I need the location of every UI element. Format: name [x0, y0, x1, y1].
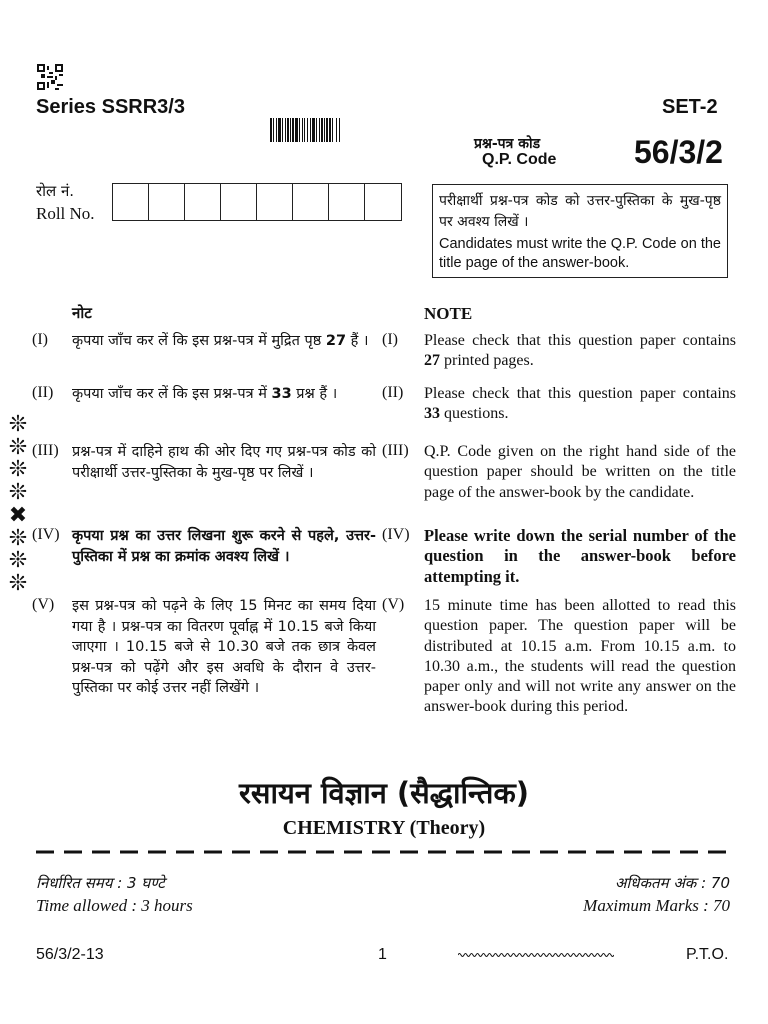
note-text: कृपया जाँच कर लें कि इस प्रश्न-पत्र में	[72, 386, 272, 402]
note-item-number-hindi: (I)	[32, 331, 48, 348]
note-text: printed pages.	[440, 352, 534, 370]
asterisk-icon: ❊	[8, 412, 28, 437]
note-item-number-hindi: (V)	[32, 596, 55, 613]
notice-text-hindi: परीक्षार्थी प्रश्न-पत्र कोड को उत्तर-पुस्तिका के मुख-पृष्ठ पर अवश्य लिखें ।	[439, 193, 721, 230]
note-item-number-english: (III)	[382, 442, 409, 459]
note-heading-english: NOTE	[424, 304, 473, 323]
roll-number-box[interactable]	[185, 184, 221, 220]
note-item-hindi: प्रश्न-पत्र में दाहिने हाथ की ओर दिए गए प्रश्न-पत्र कोड को परीक्षार्थी उत्तर-पुस्तिका के मुख-पृष्ठ पर लिखें ।	[72, 444, 376, 481]
note-emphasis: 33	[424, 405, 440, 423]
set-label: SET-2	[662, 96, 718, 118]
note-emphasis: 33	[271, 386, 292, 402]
roll-number-box[interactable]	[257, 184, 293, 220]
roll-number-box[interactable]	[149, 184, 185, 220]
roll-number-label-hindi: रोल नं.	[36, 182, 75, 200]
note-text: Please check that this question paper contains	[424, 332, 736, 349]
note-item-english: Q.P. Code given on the right hand side of the question paper should be written on the title page of the answer-book by the candidate.	[424, 443, 736, 501]
asterisk-icon: ❊	[8, 570, 28, 596]
note-item-english	[424, 331, 736, 372]
note-item-number-english: (V)	[382, 596, 405, 613]
qp-code-label-hindi: प्रश्न-पत्र कोड	[474, 136, 541, 152]
roll-number-box[interactable]	[365, 184, 401, 220]
note-emphasis: 27	[325, 333, 347, 349]
note-item-hindi	[72, 384, 376, 405]
qr-code-icon	[37, 64, 63, 90]
roll-number-boxes[interactable]	[112, 183, 402, 221]
subject-title-hindi: रसायन विज्ञान (सैद्धान्तिक)	[239, 776, 529, 810]
wavy-line-icon	[458, 951, 614, 959]
note-item-number-english: (I)	[382, 331, 398, 348]
asterisk-icon: ❊	[8, 457, 28, 483]
note-item-number-hindi: (III)	[32, 442, 59, 459]
qp-code-label: Q.P. Code	[482, 151, 557, 168]
qp-code-notice-box	[432, 184, 728, 278]
asterisk-icon: ❊	[8, 548, 28, 574]
note-item-number-english: (IV)	[382, 526, 410, 543]
note-text: questions.	[440, 405, 509, 423]
note-text: कृपया जाँच कर लें कि इस प्रश्न-पत्र में मुद्रित पृष्ठ	[72, 333, 326, 349]
subject-title-english: CHEMISTRY (Theory)	[282, 817, 486, 839]
asterisk-icon: ❊	[8, 480, 28, 506]
please-turn-over: P.T.O.	[686, 946, 729, 963]
note-item-english	[424, 384, 736, 425]
roll-number-box[interactable]	[293, 184, 329, 220]
decorative-star-column	[6, 414, 30, 596]
note-item-number-hindi: (IV)	[32, 526, 60, 543]
qp-code-value: 56/3/2	[634, 134, 723, 170]
barcode-icon	[270, 118, 394, 142]
dashed-divider	[36, 848, 732, 856]
series-label: Series SSRR3/3	[36, 96, 185, 118]
note-item-hindi: इस प्रश्न-पत्र को पढ़ने के लिए 15 मिनट का समय दिया गया है । प्रश्न-पत्र का वितरण पूर्वाह्न में 10.15 बजे किया जाएगा । 10.15 बजे से 10.30 बजे तक छात्र केवल प्रश्न-पत्र को पढ़ेंगे और इस अवधि के दौरान वे उत्तर-पुस्तिका पर कोई उत्तर नहीं लिखेंगे ।	[72, 598, 376, 696]
notice-text-english: Candidates must write the Q.P. Code on the title page of the answer-book.	[439, 236, 721, 271]
cross-icon: ✖	[8, 502, 28, 528]
note-text: प्रश्न हैं ।	[291, 386, 338, 402]
note-emphasis: 27	[424, 352, 440, 370]
note-text: Please check that this question paper contains	[424, 385, 736, 402]
maximum-marks-hindi: अधिकतम अंक : 70	[614, 874, 730, 892]
footer-paper-code: 56/3/2-13	[36, 946, 104, 963]
note-text: हैं ।	[346, 333, 369, 349]
asterisk-icon: ❊	[8, 525, 28, 551]
page-number: 1	[378, 946, 387, 963]
asterisk-icon: ❊	[8, 434, 28, 460]
roll-number-box[interactable]	[221, 184, 257, 220]
note-item-english: Please write down the serial number of the question in the answer-book before attempting it.	[424, 526, 736, 586]
time-allowed-hindi: निर्धारित समय : 3 घण्टे	[36, 874, 165, 892]
note-item-english: 15 minute time has been allotted to read this question paper. The question paper will be distributed at 10.15 a.m. From 10.15 a.m. to 10.30 a.m., the students will read the question paper only and will not write any answer on the answer-book during this period.	[424, 597, 736, 716]
note-item-hindi: कृपया प्रश्न का उत्तर लिखना शुरू करने से पहले, उत्तर-पुस्तिका में प्रश्न का क्रमांक अवश्य लिखें ।	[72, 528, 376, 565]
roll-number-box[interactable]	[329, 184, 365, 220]
note-item-number-hindi: (II)	[32, 384, 54, 401]
roll-number-box[interactable]	[113, 184, 149, 220]
maximum-marks: Maximum Marks : 70	[583, 896, 730, 915]
time-allowed: Time allowed : 3 hours	[36, 896, 193, 915]
roll-number-label: Roll No.	[36, 204, 95, 223]
note-item-hindi	[72, 331, 376, 352]
note-item-number-english: (II)	[382, 384, 404, 401]
note-heading-hindi: नोट	[72, 304, 92, 322]
